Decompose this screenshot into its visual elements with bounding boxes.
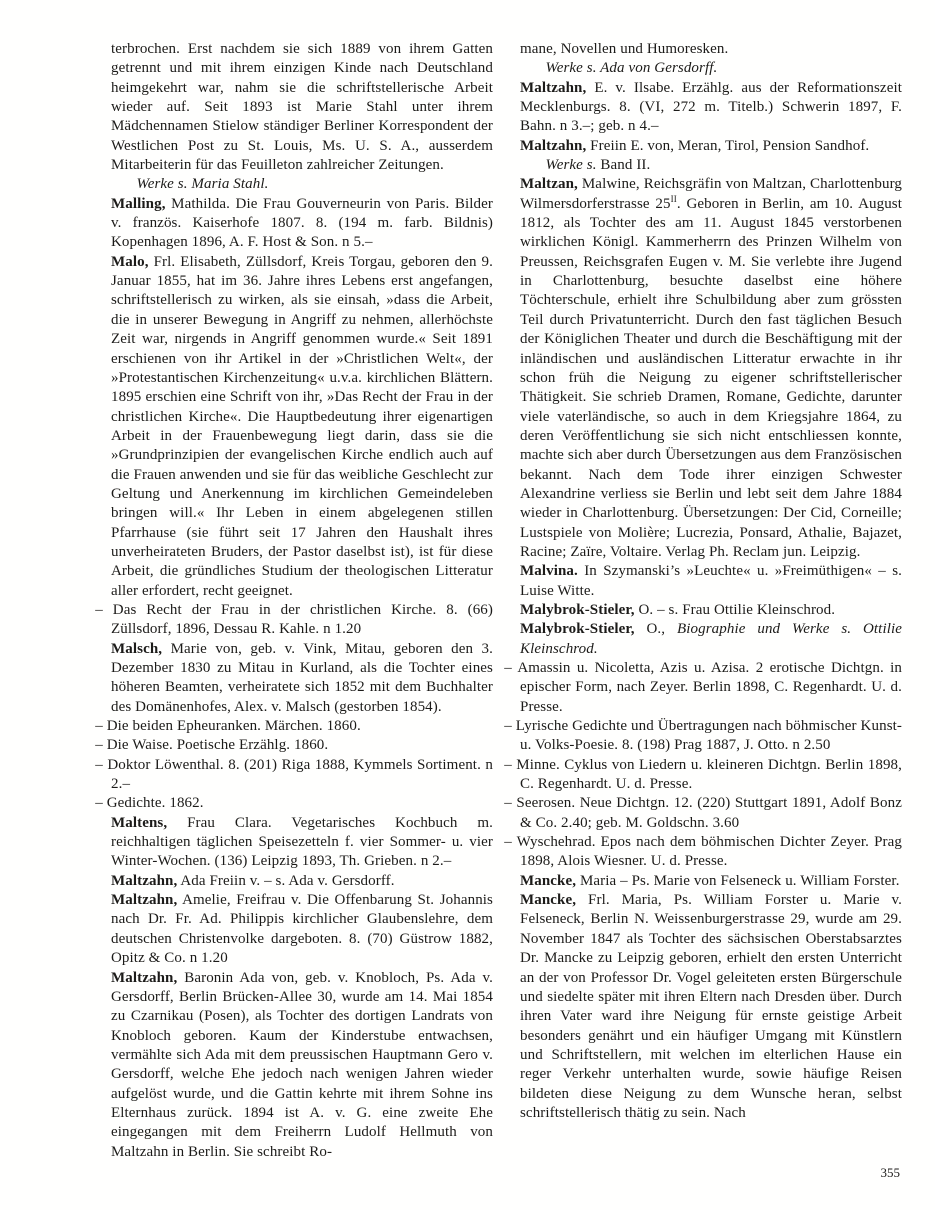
text-segment: Amelie, Freifrau v. Die Offenbarung St. Johannis nach Dr. Fr. Ad. Philippis kirchlicher Glaubenslehre, dem deutschen Christenvolke dargeboten. 8. (70) Güstrow 1882, Opitz & Co. n 1.20 — [111, 892, 493, 967]
text-segment: – Gedichte. 1862. — [95, 795, 204, 812]
text-segment: . Geboren in Berlin, am 10. August 1812, als Tochter des am 11. August 1845 verstorbenen wirklichen Königl. Kammerherrn des Prinzen Wilhelm von Preussen, Reichsgrafen Eugen v. M. Sie verlebte ihre Jugend in Charlottenburg, besuchte daselbst eine höhere Töchterschule, erhielt ihre Schulbildung aber zum grössten Teil durch Privatunterricht. Durch den fast täglichen Besuch der Königlichen Theater und durch die Beschäftigung mit der inländischen und ausländischen Litteratur erwachte in ihr schon früh die Neigung zu eigener schriftstellerischer Thätigkeit. Sie schrieb Dramen, Romane, Gedichte, darunter viele vaterländische, so auch in dem Kriegsjahre 1864, zu deren Veröffentlichung sie sich nicht entschliessen konnte, machte sich aber durch Übersetzungen aus dem Französischen bekannt. Nach dem Tode ihrer einzigen Schwester Alexandrine verliess sie Berlin und lebt seit dem Jahre 1884 wieder in Charlottenburg. Übersetzungen: Der Cid, Corneille; Lustspiele von Molière; Lucrezia, Ponsard, Athalie, Bajazet, Racine; Zaïre, Voltaire. Verlag Ph. Reclam jun. Leipzig. — [520, 195, 903, 560]
text-segment: Biographie und Werke s. Ottilie Kleinschrod. — [520, 621, 902, 657]
continuation-paragraph — [111, 40, 493, 175]
text-segment: Malsch, — [111, 640, 163, 657]
lexicon-entry — [520, 137, 902, 156]
lexicon-entry — [111, 253, 493, 601]
lexicon-entry — [520, 891, 902, 1123]
text-segment: terbrochen. Erst nachdem sie sich 1889 von ihrem Gatten getrennt und mit ihrem einzigen Kinde nach Deutschland heimgekehrt war, nahm sie die schriftstellerische Arbeit wieder auf. Seit 1893 ist Marie Stahl unter ihrem Mädchennamen Stielow ständiger Berliner Korrespondent der Westlichen Post zu St. Louis, Ms. U. S. A., ausserdem Mitarbeiterin für das Feuilleton zahlreicher Zeitungen. — [111, 41, 493, 174]
text-segment: Band II. — [596, 157, 651, 174]
works-reference — [520, 156, 902, 175]
text-segment: Malybrok-Stieler, — [520, 621, 635, 638]
lexicon-entry — [520, 872, 902, 891]
lexicon-entry — [520, 175, 902, 562]
text-segment: – Wyschehrad. Epos nach dem böhmischen Dichter Zeyer. Prag 1898, Alois Wiesner. U. d. Presse. — [504, 834, 902, 870]
lexicon-entry — [111, 969, 493, 1162]
work-list-item — [95, 736, 493, 755]
text-segment: Freiin E. von, Meran, Tirol, Pension Sandhof. — [586, 137, 870, 154]
text-segment: Frl. Maria, Ps. William Forster u. Marie v. Felseneck, Berlin N. Weissenburgerstrasse 29, wurde am 29. November 1847 als Tochter des sächsischen Oberstabsarztes Dr. Mancke zu Leipzig geboren, erhielt den ersten Unterricht an der von Professor Dr. Vogel geleiteten ersten Bürgerschule und siedelte später mit ihren Eltern nach Dresden über. Durch ihren Vater ward ihre Neigung für ernste geistige Arbeit besonders genährt und ein häufiger Umgang mit Künstlern und Schriftstellern, mit welchen im elterlichen Hause ein reger Verkehr unterhalten wurde, sowie häufige Reisen bildeten diese Neigung zu dem Wunsche heran, selbst schriftstellerisch thätig zu sein. Nach — [520, 892, 902, 1121]
page-number: 355 — [880, 1165, 900, 1180]
work-list-item — [504, 833, 902, 872]
text-segment: – Minne. Cyklus von Liedern u. kleineren Dichtgn. Berlin 1898, C. Regenhardt. U. d. Presse. — [504, 756, 902, 793]
text-segment: In Szymanski’s »Leuchte« u. »Freimüthigen« – s. Luise Witte. — [520, 563, 902, 599]
text-segment: Maltzahn, — [111, 872, 178, 889]
text-segment: Mancke, — [520, 892, 577, 909]
lexicon-entry — [111, 872, 493, 891]
work-list-item — [504, 717, 902, 756]
work-list-item — [95, 717, 493, 736]
text-segment: Werke s. Ada von Gersdorff. — [545, 60, 718, 77]
text-segment: Maltzahn, — [111, 969, 178, 986]
text-segment: Ada Freiin v. – s. Ada v. Gersdorff. — [177, 872, 395, 889]
text-segment: Maltzahn, — [111, 892, 178, 909]
text-segment: – Lyrische Gedichte und Übertragungen nach böhmischer Kunst- u. Volks-Poesie. 8. (198) Prag 1887, J. Otto. n 2.50 — [504, 718, 902, 754]
text-segment: Malling, — [111, 195, 166, 212]
work-list-item — [95, 601, 493, 640]
works-reference — [520, 59, 902, 78]
lexicon-entry — [520, 562, 902, 601]
continuation-paragraph — [520, 40, 902, 59]
text-segment: Maltzan, — [520, 176, 578, 193]
text-segment: Maltens, — [111, 814, 168, 831]
works-reference — [111, 175, 493, 194]
lexicon-entry — [111, 814, 493, 872]
lexicon-entry — [520, 79, 902, 137]
two-column-text-area — [95, 40, 903, 1162]
text-segment: O. – s. Frau Ottilie Kleinschrod. — [634, 601, 836, 618]
text-segment: Baronin Ada von, geb. v. Knobloch, Ps. Ada v. Gersdorff, Berlin Brücken-Allee 30, wurde am 14. Mai 1854 zu Czarnikau (Posen), als Tochter des dortigen Landrats von Knobloch geboren. Kaum der Kinderstube entwachsen, vermählte sich Ada mit dem preussischen Hauptmann Gero v. Gersdorff, welche Ehe jedoch nach wenigen Jahren wieder aufgelöst wurde, und die Gattin kehrte mit ihrem Sohne ins Elternhaus zurück. 1894 ist A. v. G. eine zweite Ehe eingegangen mit dem Freiherrn Ludolf Hellmuth von Maltzahn in Berlin. Sie schreibt Ro- — [111, 969, 493, 1160]
text-segment: Malybrok-Stieler, — [520, 601, 635, 618]
text-column-right — [504, 40, 903, 1162]
lexicon-entry — [111, 640, 493, 717]
text-segment: – Amassin u. Nicoletta, Azis u. Azisa. 2 erotische Dichtgn. in epischer Form, nach Zeyer. Berlin 1898, C. Regenhardt. U. d. Presse. — [504, 660, 902, 715]
text-segment: – Seerosen. Neue Dichtgn. 12. (220) Stuttgart 1891, Adolf Bonz & Co. 2.40; geb. M. Goldschn. 3.60 — [504, 795, 902, 831]
lexicon-entry — [520, 620, 902, 659]
work-list-item — [504, 794, 902, 833]
text-segment: – Die Waise. Poetische Erzählg. 1860. — [95, 737, 329, 754]
text-segment: II — [670, 193, 677, 204]
text-segment: E. v. Ilsabe. Erzählg. aus der Reformationszeit Mecklenburgs. 8. (VI, 272 m. Titelb.) Schwerin 1897, F. Bahn. n 3.–; geb. n 4.– — [520, 79, 902, 135]
text-segment: – Die beiden Epheuranken. Märchen. 1860. — [95, 718, 361, 735]
text-segment: mane, Novellen und Humoresken. — [520, 41, 729, 57]
text-segment: Mancke, — [520, 872, 577, 889]
text-segment: Malwine, Reichsgräfin von Maltzan, Charlottenburg Wilmersdorferstrasse 25 — [520, 176, 902, 212]
text-segment: Frl. Elisabeth, Züllsdorf, Kreis Torgau, geboren den 9. Januar 1855, hat im 36. Jahre ihres Lebens erst angefangen, schriftstellerisch zu wirken, als sie einsah, »dass die Arbeit, die in unserer Bewegung in Angriff zu nehmen, allerhöchste Zeit war, nirgends in Angriff genommen wurde.« Seit 1891 erschienen von ihr Artikel in der »Christlichen Welt«, der »Protestantischen Kirchenzeitung« u.v.a. kirchlichen Blättern. 1895 erschien eine Schrift von ihr, »Das Recht der Frau in der christlichen Kirche«. Die Hauptbedeutung ihrer eigenartigen Arbeit in der Frauenbewegung liegt darin, dass sie die »Grundprinzipien der evangelischen Kirche endlich auch auf die Frauen anwenden und sie für das weibliche Geschlecht zur Geltung und Anerkennung im kirchlichen Gemeindeleben bringen will.« Ihr Leben in einem abgelegenen stillen Pfarrhause (sie führt seit 17 Jahren den Haushalt ihres unverheirateten Bruders, der Pastor daselbst ist), ist für diese Arbeit, die gründliches Studium der theologischen Litteratur aller erfordert, recht geeignet. — [111, 253, 493, 599]
text-segment: Werke s. — [545, 157, 597, 174]
text-segment: O., — [634, 621, 677, 638]
text-segment: Mathilda. Die Frau Gouverneurin von Paris. Bilder v. französ. Kaiserhofe 1807. 8. (194 m. farb. Bildnis) Kopenhagen 1896, A. F. Host & Son. n 5.– — [111, 195, 493, 251]
work-list-item — [504, 756, 902, 795]
lexicon-entry — [111, 891, 493, 968]
text-segment: Maltzahn, — [520, 79, 587, 96]
work-list-item — [95, 794, 493, 813]
text-segment: Frau Clara. Vegetarisches Kochbuch m. reichhaltigen täglichen Speisezetteln f. vier Sommer- u. vier Winter-Wochen. (136) Leipzig 1893, Th. Grieben. n 2.– — [111, 814, 493, 870]
text-segment: Malvina. — [520, 563, 578, 580]
work-list-item — [95, 756, 493, 795]
text-segment: – Doktor Löwenthal. 8. (201) Riga 1888, Kymmels Sortiment. n 2.– — [95, 756, 493, 793]
text-segment: Marie von, geb. v. Vink, Mitau, geboren den 3. Dezember 1830 zu Mitau in Kurland, als die Tochter eines höheren Beamten, verheiratete sich 1852 mit dem Buchhalter des Domänenhofes, Alex. v. Malsch (gestorben 1854). — [111, 640, 493, 715]
text-segment: – Das Recht der Frau in der christlichen Kirche. 8. (66) Züllsdorf, 1896, Dessau R. Kahle. n 1.20 — [95, 601, 493, 638]
lexicon-entry — [111, 195, 493, 253]
work-list-item — [504, 659, 902, 717]
text-segment: Malo, — [111, 253, 149, 270]
lexicon-entry — [520, 601, 902, 620]
text-segment: Maria – Ps. Marie von Felseneck u. William Forster. — [576, 872, 900, 889]
text-segment: Maltzahn, — [520, 137, 587, 154]
text-column-left — [95, 40, 493, 1162]
text-segment: Werke s. Maria Stahl. — [136, 176, 269, 193]
